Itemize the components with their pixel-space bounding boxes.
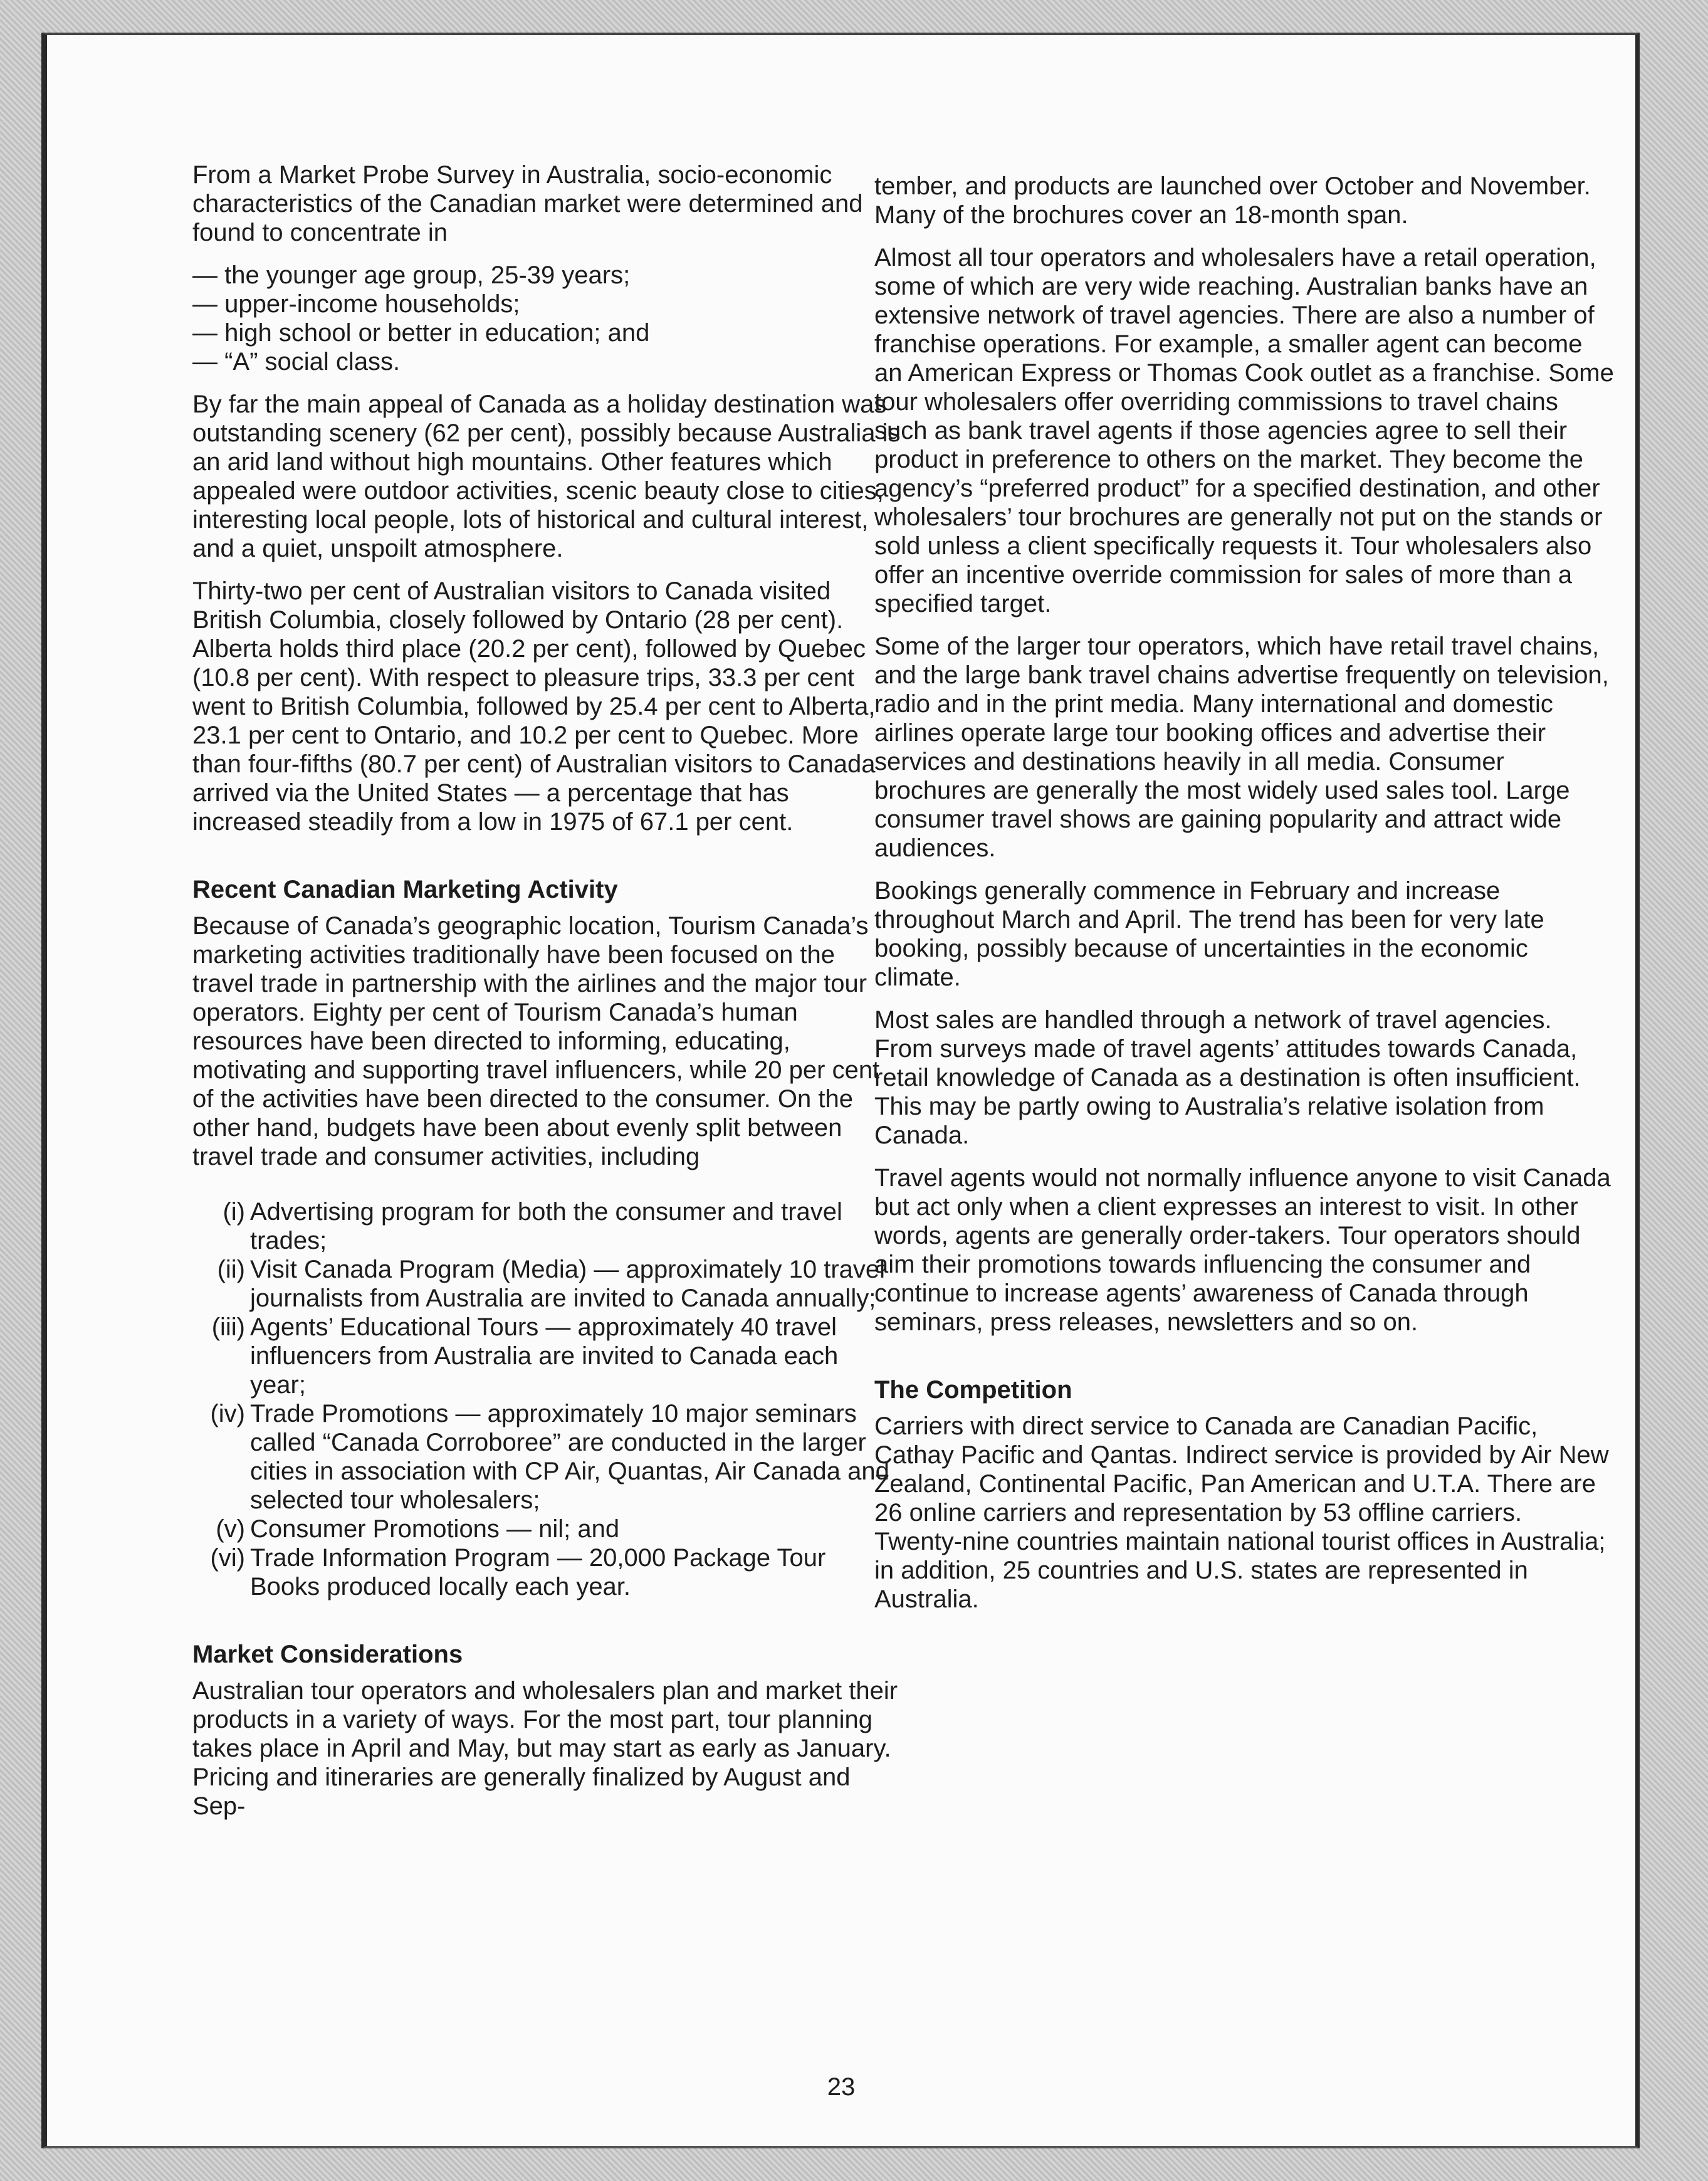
left-column: [192, 160, 901, 1834]
programs-list: [192, 1197, 901, 1601]
appeal-paragraph: By far the main appeal of Canada as a holiday destination was outstanding scenery (62 per cent), possibly because Australia is an arid land without high mountains. Other features which appealed were outdoor activities, scenic beauty close to cities, interesting local people, lots of historical and cultural interest, and a quiet, unspoilt atmosphere.: [192, 391, 901, 562]
marketing-paragraph: Because of Canada’s geographic location, Tourism Canada’s marketing activities traditionally have been focused on the travel trade in partnership with the airlines and the major tour operators. Eighty per cent of Tourism Canada’s human resources have been directed to informing, educating, motivating and supporting travel influencers, while 20 per cent of the activities have been directed to the consumer. On the other hand, budgets have been about evenly split between travel trade and consumer activities, including: [192, 912, 880, 1170]
section-heading-marketing: Recent Canadian Marketing Activity: [192, 876, 618, 903]
characteristics-list: [192, 261, 901, 376]
document-page: [41, 33, 1640, 2148]
section-heading-competition: The Competition: [874, 1376, 1072, 1404]
list-number: (ii): [217, 1256, 245, 1283]
right-column: [874, 172, 1614, 1627]
list-item: — the younger age group, 25-39 years;: [192, 261, 631, 289]
page-number: 23: [827, 2073, 856, 2101]
considerations-paragraph: Australian tour operators and wholesalers plan and market their products in a variety of ways. For the most part, tour planning takes place in April and May, but may start as early as January. Pricing and itineraries are generally finalized by August and Sep-: [192, 1677, 898, 1820]
intro-paragraph: From a Market Probe Survey in Australia, socio-economic characteristics of the Canadian market were determined and found to concentrate in: [192, 161, 863, 246]
list-text: Agents’ Educational Tours — approximately 40 travel influencers from Australia are invited to Canada each year;: [250, 1313, 839, 1399]
list-text: Consumer Promotions — nil; and: [250, 1515, 620, 1543]
retail-paragraph: Almost all tour operators and wholesalers have a retail operation, some of which are very wide reaching. Australian banks have an extensive network of travel agencies. There are also a number of franchise operations. For example, a smaller agent can become an American Express or Thomas Cook outlet as a franchise. Some tour wholesalers offer overriding commissions to travel chains such as bank travel agents if those agencies agree to sell their product in preference to others on the market. They become the agency’s “preferred product” for a specified destination, and other wholesalers’ tour brochures are generally not put on the stands or sold unless a client specifically requests it. Tour wholesalers also offer an incentive override commission for sales of more than a specified target.: [874, 244, 1614, 618]
list-item: [192, 1543, 901, 1601]
list-number: (vi): [210, 1544, 245, 1572]
competition-paragraph: Carriers with direct service to Canada are Canadian Pacific, Cathay Pacific and Qantas. Indirect service is provided by Air New Zealand, Continental Pacific, Pan American and U.T.A. There are 26 online carriers and representation by 53 offline carriers. Twenty-nine countries maintain national tourist offices in Australia; in addition, 25 countries and U.S. states are represented in Australia.: [874, 1412, 1609, 1613]
agents-paragraph: Travel agents would not normally influence anyone to visit Canada but act only when a client expresses an interest to visit. In other words, agents are generally order-takers. Tour operators should aim their promotions towards influencing the consumer and continue to increase agents’ awareness of Canada through seminars, press releases, newsletters and so on.: [874, 1164, 1611, 1336]
list-item: [192, 1197, 901, 1255]
continued-paragraph: tember, and products are launched over October and November. Many of the brochures cover an 18-month span.: [874, 172, 1591, 229]
list-item: — “A” social class.: [192, 348, 401, 376]
list-number: (v): [216, 1515, 245, 1543]
list-item: [192, 1313, 901, 1399]
list-item: — upper-income households;: [192, 290, 520, 318]
list-item: [192, 1399, 901, 1515]
list-number: (iv): [210, 1400, 245, 1427]
list-item: [192, 1255, 901, 1313]
list-text: Visit Canada Program (Media) — approximately 10 travel journalists from Australia are invited to Canada annually;: [250, 1256, 886, 1312]
bookings-paragraph: Bookings generally commence in February and increase throughout March and April. The trend has been for very late booking, possibly because of uncertainties in the economic climate.: [874, 877, 1544, 991]
section-heading-considerations: Market Considerations: [192, 1641, 463, 1668]
list-number: (iii): [211, 1313, 245, 1341]
list-item: [192, 1515, 901, 1543]
list-item: — high school or better in education; and: [192, 319, 650, 347]
sales-paragraph: Most sales are handled through a network of travel agencies. From surveys made of travel agents’ attitudes towards Canada, retail knowledge of Canada as a destination is often insufficient. This may be partly owing to Australia’s relative isolation from Canada.: [874, 1006, 1581, 1149]
visitors-paragraph: Thirty-two per cent of Australian visitors to Canada visited British Columbia, closely followed by Ontario (28 per cent). Alberta holds third place (20.2 per cent), followed by Quebec (10.8 per cent). With respect to pleasure trips, 33.3 per cent went to British Columbia, followed by 25.4 per cent to Alberta, 23.1 per cent to Ontario, and 10.2 per cent to Quebec. More than four-fifths (80.7 per cent) of Australian visitors to Canada arrived via the United States — a percentage that has increased steadily from a low in 1975 of 67.1 per cent.: [192, 577, 876, 836]
advertising-paragraph: Some of the larger tour operators, which have retail travel chains, and the large bank travel chains advertise frequently on television, radio and in the print media. Many international and domestic airlines operate large tour booking offices and advertise their services and destinations heavily in all media. Consumer brochures are generally the most widely used sales tool. Large consumer travel shows are gaining popularity and attract wide audiences.: [874, 633, 1609, 862]
list-text: Advertising program for both the consumer and travel trades;: [250, 1198, 842, 1254]
list-number: (i): [223, 1198, 245, 1226]
list-text: Trade Promotions — approximately 10 major seminars called “Canada Corroboree” are conducted in the larger cities in association with CP Air, Quantas, Air Canada and selected tour wholesalers;: [250, 1400, 889, 1514]
list-text: Trade Information Program — 20,000 Package Tour Books produced locally each year.: [250, 1544, 826, 1600]
